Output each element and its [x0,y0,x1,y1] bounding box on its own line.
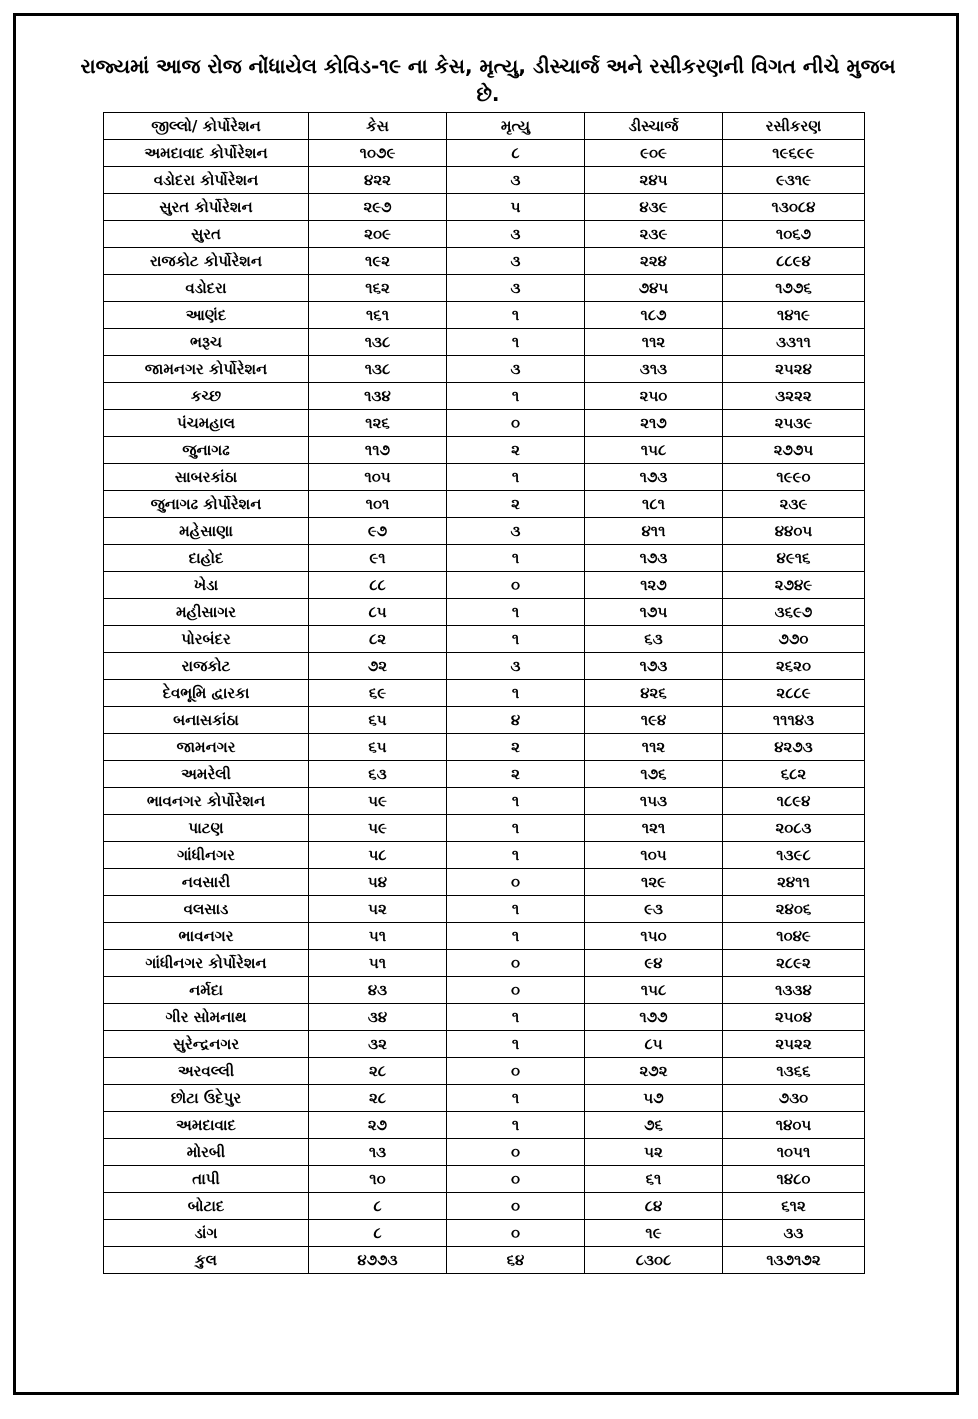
cell-deaths: ૦ [447,1139,585,1166]
table-row [104,302,865,329]
cell-district: ડાંગ [104,1220,309,1247]
cell-district: જામનગર [104,734,309,761]
cell-district: રાજકોટ કોર્પોરેશન [104,248,309,275]
cell-discharge: ૫૭ [585,1085,723,1112]
cell-discharge: ૧૭૭ [585,1004,723,1031]
cell-vaccination: ૧૪૮૦ [723,1166,865,1193]
cell-cases: ૨૮ [309,1085,447,1112]
table-row [104,1031,865,1058]
cell-district: અમરેલી [104,761,309,788]
table-row [104,356,865,383]
cell-discharge: ૧૫૦ [585,923,723,950]
cell-district: દાહોદ [104,545,309,572]
cell-discharge: ૧૫૩ [585,788,723,815]
cell-deaths: ૫ [447,194,585,221]
cell-cases: ૧૦૫ [309,464,447,491]
table-row [104,599,865,626]
table-row [104,815,865,842]
cell-district: રાજકોટ [104,653,309,680]
table-row [104,275,865,302]
cell-deaths: ૧ [447,680,585,707]
cell-cases: ૮૫ [309,599,447,626]
table-row [104,1058,865,1085]
table-header-row [104,113,865,140]
cell-district: ગાંધીનગર [104,842,309,869]
cell-cases: ૧૦૧ [309,491,447,518]
cell-discharge: ૨૩૯ [585,221,723,248]
cell-deaths: ૨ [447,491,585,518]
cell-district: નર્મદા [104,977,309,1004]
cell-vaccination: ૧૦૬૭ [723,221,865,248]
cell-cases: ૮૮ [309,572,447,599]
cell-deaths: ૧ [447,545,585,572]
cell-deaths: ૦ [447,1220,585,1247]
cell-vaccination: ૧૪૦૫ [723,1112,865,1139]
cell-cases: ૫૯ [309,788,447,815]
cell-cases: ૧૯૨ [309,248,447,275]
cell-cases: ૯૧ [309,545,447,572]
cell-district: સુરેન્દ્રનગર [104,1031,309,1058]
cell-district: પાટણ [104,815,309,842]
cell-vaccination: ૩૬૯૭ [723,599,865,626]
cell-vaccination: ૨૭૪૯ [723,572,865,599]
cell-discharge: ૫૨ [585,1139,723,1166]
total-cases: ૪૭૭૩ [309,1247,447,1274]
cell-discharge: ૧૦૫ [585,842,723,869]
cell-discharge: ૧૧૨ [585,329,723,356]
cell-deaths: ૧ [447,329,585,356]
cell-district: બોટાદ [104,1193,309,1220]
total-row [104,1247,865,1274]
cell-discharge: ૧૨૧ [585,815,723,842]
table-row [104,194,865,221]
cell-vaccination: ૨૫૨૨ [723,1031,865,1058]
cell-deaths: ૧ [447,383,585,410]
cell-district: મહેસાણા [104,518,309,545]
cell-district: સાબરકાંઠા [104,464,309,491]
cell-discharge: ૨૪૫ [585,167,723,194]
cell-vaccination: ૨૮૮૯ [723,680,865,707]
cell-discharge: ૧૭૩ [585,545,723,572]
table-row [104,923,865,950]
cell-deaths: ૦ [447,1166,585,1193]
cell-discharge: ૧૮૭ [585,302,723,329]
cell-cases: ૧૦૭૯ [309,140,447,167]
header-discharge: ડીસ્ચાર્જ [585,113,723,140]
cell-deaths: ૩ [447,248,585,275]
cell-cases: ૨૦૯ [309,221,447,248]
cell-discharge: ૧૧૨ [585,734,723,761]
cell-discharge: ૧૯૪ [585,707,723,734]
cell-vaccination: ૧૪૧૯ [723,302,865,329]
cell-district: ખેડા [104,572,309,599]
cell-district: અમદાવાદ કોર્પોરેશન [104,140,309,167]
cell-vaccination: ૬૮૨ [723,761,865,788]
cell-discharge: ૭૪૫ [585,275,723,302]
cell-deaths: ૧ [447,1004,585,1031]
cell-district: અરવલ્લી [104,1058,309,1085]
cell-discharge: ૪૨૬ [585,680,723,707]
cell-cases: ૧૩૮ [309,356,447,383]
cell-deaths: ૩ [447,356,585,383]
cell-discharge: ૮૫ [585,1031,723,1058]
header-district: જીલ્લો/ કોર્પોરેશન [104,113,309,140]
cell-cases: ૫૧ [309,950,447,977]
cell-district: જુનાગઢ [104,437,309,464]
cell-district: ગીર સોમનાથ [104,1004,309,1031]
cell-discharge: ૧૭૫ [585,599,723,626]
cell-district: દેવભૂમિ દ્વારકા [104,680,309,707]
cell-discharge: ૧૫૮ [585,437,723,464]
cell-discharge: ૪૩૯ [585,194,723,221]
cell-vaccination: ૪૯૧૬ [723,545,865,572]
cell-discharge: ૨૧૭ [585,410,723,437]
table-row [104,1112,865,1139]
cell-vaccination: ૪૪૦૫ [723,518,865,545]
table-row [104,653,865,680]
cell-vaccination: ૧૧૧૪૩ [723,707,865,734]
cell-deaths: ૧ [447,1085,585,1112]
table-row [104,1220,865,1247]
table-row [104,869,865,896]
table-row [104,734,865,761]
table-row [104,437,865,464]
cell-district: વડોદરા [104,275,309,302]
cell-discharge: ૧૭૩ [585,464,723,491]
cell-deaths: ૩ [447,518,585,545]
cell-deaths: ૦ [447,572,585,599]
total-vaccination: ૧૩૭૧૭૨ [723,1247,865,1274]
cell-cases: ૬૫ [309,734,447,761]
cell-cases: ૬૩ [309,761,447,788]
cell-vaccination: ૮૮૯૪ [723,248,865,275]
cell-cases: ૩૪ [309,1004,447,1031]
header-vaccination: રસીકરણ [723,113,865,140]
table-row [104,572,865,599]
table-row [104,1139,865,1166]
cell-deaths: ૩ [447,653,585,680]
cell-district: જુનાગઢ કોર્પોરેશન [104,491,309,518]
cell-district: કચ્છ [104,383,309,410]
cell-discharge: ૧૨૯ [585,869,723,896]
cell-cases: ૬૫ [309,707,447,734]
table-row [104,950,865,977]
cell-discharge: ૭૬ [585,1112,723,1139]
cell-discharge: ૧૯ [585,1220,723,1247]
table-row [104,383,865,410]
cell-cases: ૨૯૭ [309,194,447,221]
cell-discharge: ૪૧૧ [585,518,723,545]
table-row [104,464,865,491]
cell-vaccination: ૩૩૧૧ [723,329,865,356]
cell-deaths: ૧ [447,896,585,923]
cell-vaccination: ૧૩૩૪ [723,977,865,1004]
table-row [104,707,865,734]
covid-district-table [103,112,865,1274]
cell-discharge: ૯૪ [585,950,723,977]
table-row [104,167,865,194]
cell-vaccination: ૬૧૨ [723,1193,865,1220]
cell-deaths: ૧ [447,815,585,842]
cell-deaths: ૨ [447,437,585,464]
cell-cases: ૧૦ [309,1166,447,1193]
report-heading: રાજ્યમાં આજ રોજ નોંધાયેલ કોવિડ-૧૯ ના કેસ, મૃત્યુ, ડીસ્ચાર્જ અને રસીકરણની વિગત નીચે મુજબ છે. [80,54,896,106]
total-deaths: ૬૪ [447,1247,585,1274]
cell-cases: ૧૩૪ [309,383,447,410]
cell-vaccination: ૨૫૩૯ [723,410,865,437]
table-row [104,1085,865,1112]
cell-vaccination: ૪૨૭૩ [723,734,865,761]
cell-deaths: ૦ [447,950,585,977]
cell-discharge: ૩૧૩ [585,356,723,383]
cell-district: પોરબંદર [104,626,309,653]
cell-vaccination: ૨૬૨૦ [723,653,865,680]
cell-district: ભરૂચ [104,329,309,356]
cell-vaccination: ૩૩ [723,1220,865,1247]
cell-vaccination: ૭૭૦ [723,626,865,653]
cell-cases: ૭૨ [309,653,447,680]
cell-cases: ૯૭ [309,518,447,545]
cell-vaccination: ૧૭૭૬ [723,275,865,302]
cell-cases: ૫૧ [309,923,447,950]
cell-vaccination: ૧૮૯૪ [723,788,865,815]
cell-district: સુરત [104,221,309,248]
cell-cases: ૫૯ [309,815,447,842]
cell-district: પંચમહાલ [104,410,309,437]
cell-discharge: ૯૦૯ [585,140,723,167]
cell-deaths: ૦ [447,410,585,437]
cell-deaths: ૩ [447,221,585,248]
cell-vaccination: ૧૩૯૮ [723,842,865,869]
cell-discharge: ૨૨૪ [585,248,723,275]
cell-deaths: ૨ [447,734,585,761]
cell-cases: ૪૩ [309,977,447,1004]
cell-district: આણંદ [104,302,309,329]
table-row [104,1193,865,1220]
cell-deaths: ૧ [447,626,585,653]
cell-discharge: ૯૩ [585,896,723,923]
table-row [104,329,865,356]
cell-cases: ૪૨૨ [309,167,447,194]
cell-vaccination: ૨૭૭૫ [723,437,865,464]
cell-vaccination: ૨૫૦૪ [723,1004,865,1031]
cell-deaths: ૧ [447,464,585,491]
cell-discharge: ૧૫૮ [585,977,723,1004]
cell-discharge: ૧૭૩ [585,653,723,680]
cell-vaccination: ૭૩૦ [723,1085,865,1112]
table-row [104,410,865,437]
table-row [104,680,865,707]
cell-cases: ૧૩ [309,1139,447,1166]
cell-deaths: ૦ [447,1058,585,1085]
cell-district: વડોદરા કોર્પોરેશન [104,167,309,194]
cell-vaccination: ૩૨૨૨ [723,383,865,410]
cell-deaths: ૧ [447,599,585,626]
cell-district: ભાવનગર [104,923,309,950]
cell-vaccination: ૨૫૨૪ [723,356,865,383]
cell-vaccination: ૧૯૯૦ [723,464,865,491]
cell-discharge: ૬૧ [585,1166,723,1193]
cell-vaccination: ૧૦૪૯ [723,923,865,950]
cell-cases: ૩૨ [309,1031,447,1058]
table-row [104,221,865,248]
cell-district: અમદાવાદ [104,1112,309,1139]
cell-cases: ૮ [309,1193,447,1220]
cell-deaths: ૦ [447,1193,585,1220]
table-body [104,140,865,1247]
cell-deaths: ૧ [447,842,585,869]
table-row [104,842,865,869]
table-row [104,1166,865,1193]
table-row [104,761,865,788]
cell-district: છોટા ઉદેપુર [104,1085,309,1112]
cell-district: મોરબી [104,1139,309,1166]
cell-discharge: ૬૩ [585,626,723,653]
cell-deaths: ૦ [447,977,585,1004]
table-row [104,788,865,815]
cell-cases: ૫૪ [309,869,447,896]
table-row [104,896,865,923]
cell-cases: ૨૮ [309,1058,447,1085]
cell-cases: ૧૨૬ [309,410,447,437]
cell-deaths: ૮ [447,140,585,167]
cell-district: નવસારી [104,869,309,896]
cell-discharge: ૮૪ [585,1193,723,1220]
cell-discharge: ૧૭૬ [585,761,723,788]
cell-vaccination: ૧૩૬૬ [723,1058,865,1085]
cell-district: જામનગર કોર્પોરેશન [104,356,309,383]
cell-district: ગાંધીનગર કોર્પોરેશન [104,950,309,977]
cell-deaths: ૪ [447,707,585,734]
cell-district: બનાસકાંઠા [104,707,309,734]
cell-discharge: ૨૫૦ [585,383,723,410]
cell-deaths: ૧ [447,302,585,329]
cell-deaths: ૧ [447,1031,585,1058]
cell-deaths: ૩ [447,275,585,302]
cell-vaccination: ૨૪૧૧ [723,869,865,896]
header-cases: કેસ [309,113,447,140]
cell-district: વલસાડ [104,896,309,923]
table-row [104,248,865,275]
cell-district: તાપી [104,1166,309,1193]
cell-vaccination: ૯૩૧૯ [723,167,865,194]
table-row [104,1004,865,1031]
cell-deaths: ૦ [447,869,585,896]
cell-cases: ૧૬૨ [309,275,447,302]
cell-vaccination: ૨૩૯ [723,491,865,518]
cell-district: સુરત કોર્પોરેશન [104,194,309,221]
cell-district: ભાવનગર કોર્પોરેશન [104,788,309,815]
cell-vaccination: ૨૦૮૩ [723,815,865,842]
cell-district: મહીસાગર [104,599,309,626]
cell-discharge: ૧૮૧ [585,491,723,518]
cell-deaths: ૩ [447,167,585,194]
table-row [104,545,865,572]
total-label: કુલ [104,1247,309,1274]
cell-cases: ૮૨ [309,626,447,653]
table-row [104,977,865,1004]
cell-deaths: ૨ [447,761,585,788]
cell-deaths: ૧ [447,923,585,950]
cell-cases: ૨૭ [309,1112,447,1139]
cell-cases: ૧૧૭ [309,437,447,464]
cell-vaccination: ૧૩૦૮૪ [723,194,865,221]
cell-cases: ૧૬૧ [309,302,447,329]
cell-discharge: ૧૨૭ [585,572,723,599]
cell-deaths: ૧ [447,1112,585,1139]
cell-cases: ૬૯ [309,680,447,707]
table-row [104,626,865,653]
table-row [104,491,865,518]
cell-cases: ૧૩૮ [309,329,447,356]
table-row [104,140,865,167]
cell-cases: ૫૨ [309,896,447,923]
cell-discharge: ૨૭૨ [585,1058,723,1085]
table-row [104,518,865,545]
cell-vaccination: ૧૦૫૧ [723,1139,865,1166]
total-discharge: ૮૩૦૮ [585,1247,723,1274]
cell-cases: ૮ [309,1220,447,1247]
cell-cases: ૫૮ [309,842,447,869]
cell-vaccination: ૨૮૯૨ [723,950,865,977]
cell-vaccination: ૧૯૬૯૯ [723,140,865,167]
cell-vaccination: ૨૪૦૬ [723,896,865,923]
cell-deaths: ૧ [447,788,585,815]
header-deaths: મૃત્યુ [447,113,585,140]
